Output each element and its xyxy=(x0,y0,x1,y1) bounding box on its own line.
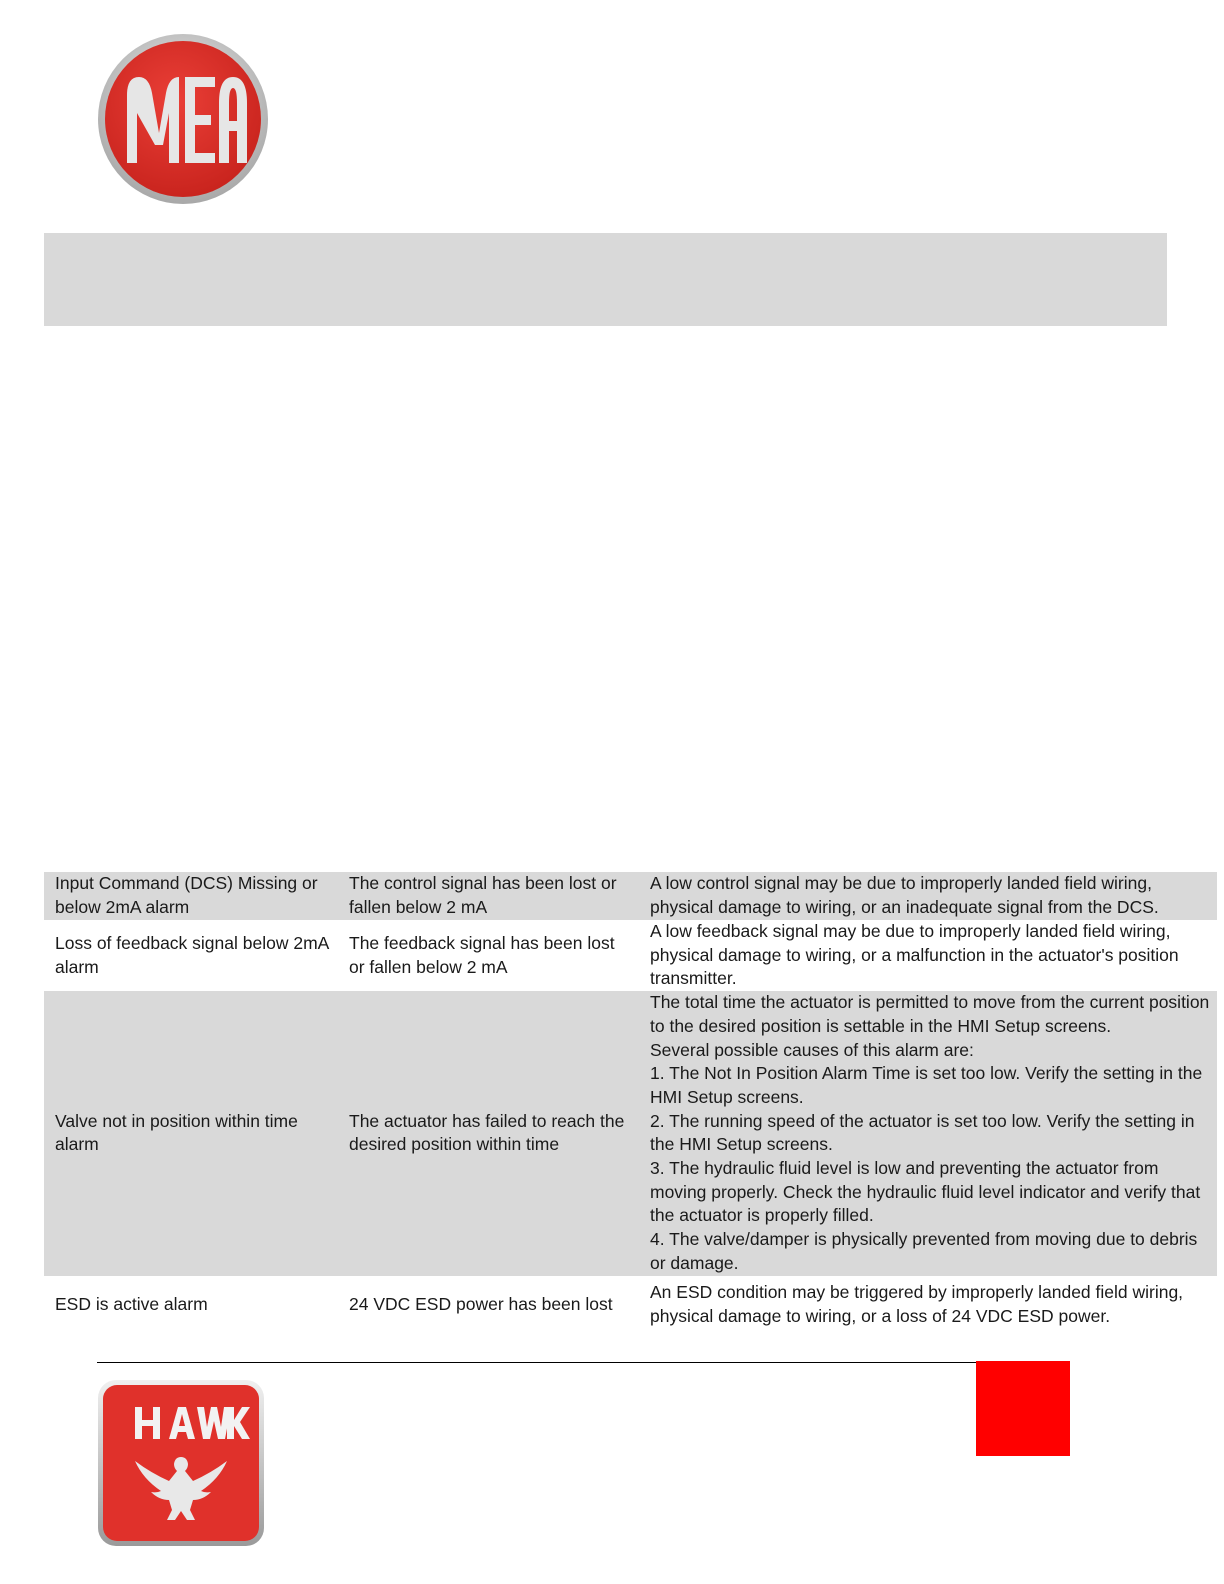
remedy-line: A low control signal may be due to improperly landed field wiring, physical damage to wiring, or an inadequate signal from the DCS. xyxy=(650,873,1159,917)
alarm-name: Loss of feedback signal below 2mA alarm xyxy=(55,932,329,977)
alarm-cause: The feedback signal has been lost or fallen below 2 mA xyxy=(349,932,615,977)
table-row xyxy=(44,920,1217,991)
alarm-remedy xyxy=(640,920,1217,991)
remedy-line: 4. The valve/damper is physically prevented from moving due to debris or damage. xyxy=(650,1229,1198,1273)
remedy-line: An ESD condition may be triggered by improperly landed field wiring, physical damage to wiring, or a loss of 24 VDC ESD power. xyxy=(650,1281,1184,1326)
alarm-cause: The control signal has been lost or fallen below 2 mA xyxy=(338,872,640,920)
remedy-line: 1. The Not In Position Alarm Time is set too low. Verify the setting in the HMI Setup screens. xyxy=(650,1063,1203,1107)
header-band xyxy=(44,233,1167,326)
alarm-remedy xyxy=(640,991,1217,1275)
hawk-logo xyxy=(97,1379,265,1547)
alarm-name: ESD is active alarm xyxy=(55,1293,208,1314)
table-row xyxy=(44,872,1217,920)
alarm-name: Input Command (DCS) Missing or below 2mA alarm xyxy=(44,872,338,920)
alarm-name: Valve not in position within time alarm xyxy=(44,991,338,1275)
footer-rule xyxy=(97,1362,977,1363)
remedy-line: The total time the actuator is permitted to move from the current position to the desired position is settable in the HMI Setup screens. xyxy=(650,992,1210,1036)
red-accent-block xyxy=(976,1361,1070,1456)
remedy-line: 3. The hydraulic fluid level is low and preventing the actuator from moving properly. Check the hydraulic fluid level indicator and verify that the actuator is properly filled. xyxy=(650,1158,1201,1226)
alarm-cause: 24 VDC ESD power has been lost xyxy=(349,1293,613,1314)
alarm-cause: The actuator has failed to reach the desired position within time xyxy=(338,991,640,1275)
table-row xyxy=(44,991,1217,1275)
remedy-line: A low feedback signal may be due to improperly landed field wiring, physical damage to wiring, or a malfunction in the actuator's position transmitter. xyxy=(650,921,1179,989)
table-row xyxy=(44,1276,1217,1334)
remedy-line: Several possible causes of this alarm are: xyxy=(650,1039,974,1060)
alarm-remedy xyxy=(640,872,1217,920)
alarm-table xyxy=(44,872,1217,1334)
mea-logo xyxy=(97,33,269,205)
remedy-line: 2. The running speed of the actuator is set too low. Verify the setting in the HMI Setup screens. xyxy=(650,1110,1195,1155)
alarm-remedy xyxy=(640,1276,1217,1334)
